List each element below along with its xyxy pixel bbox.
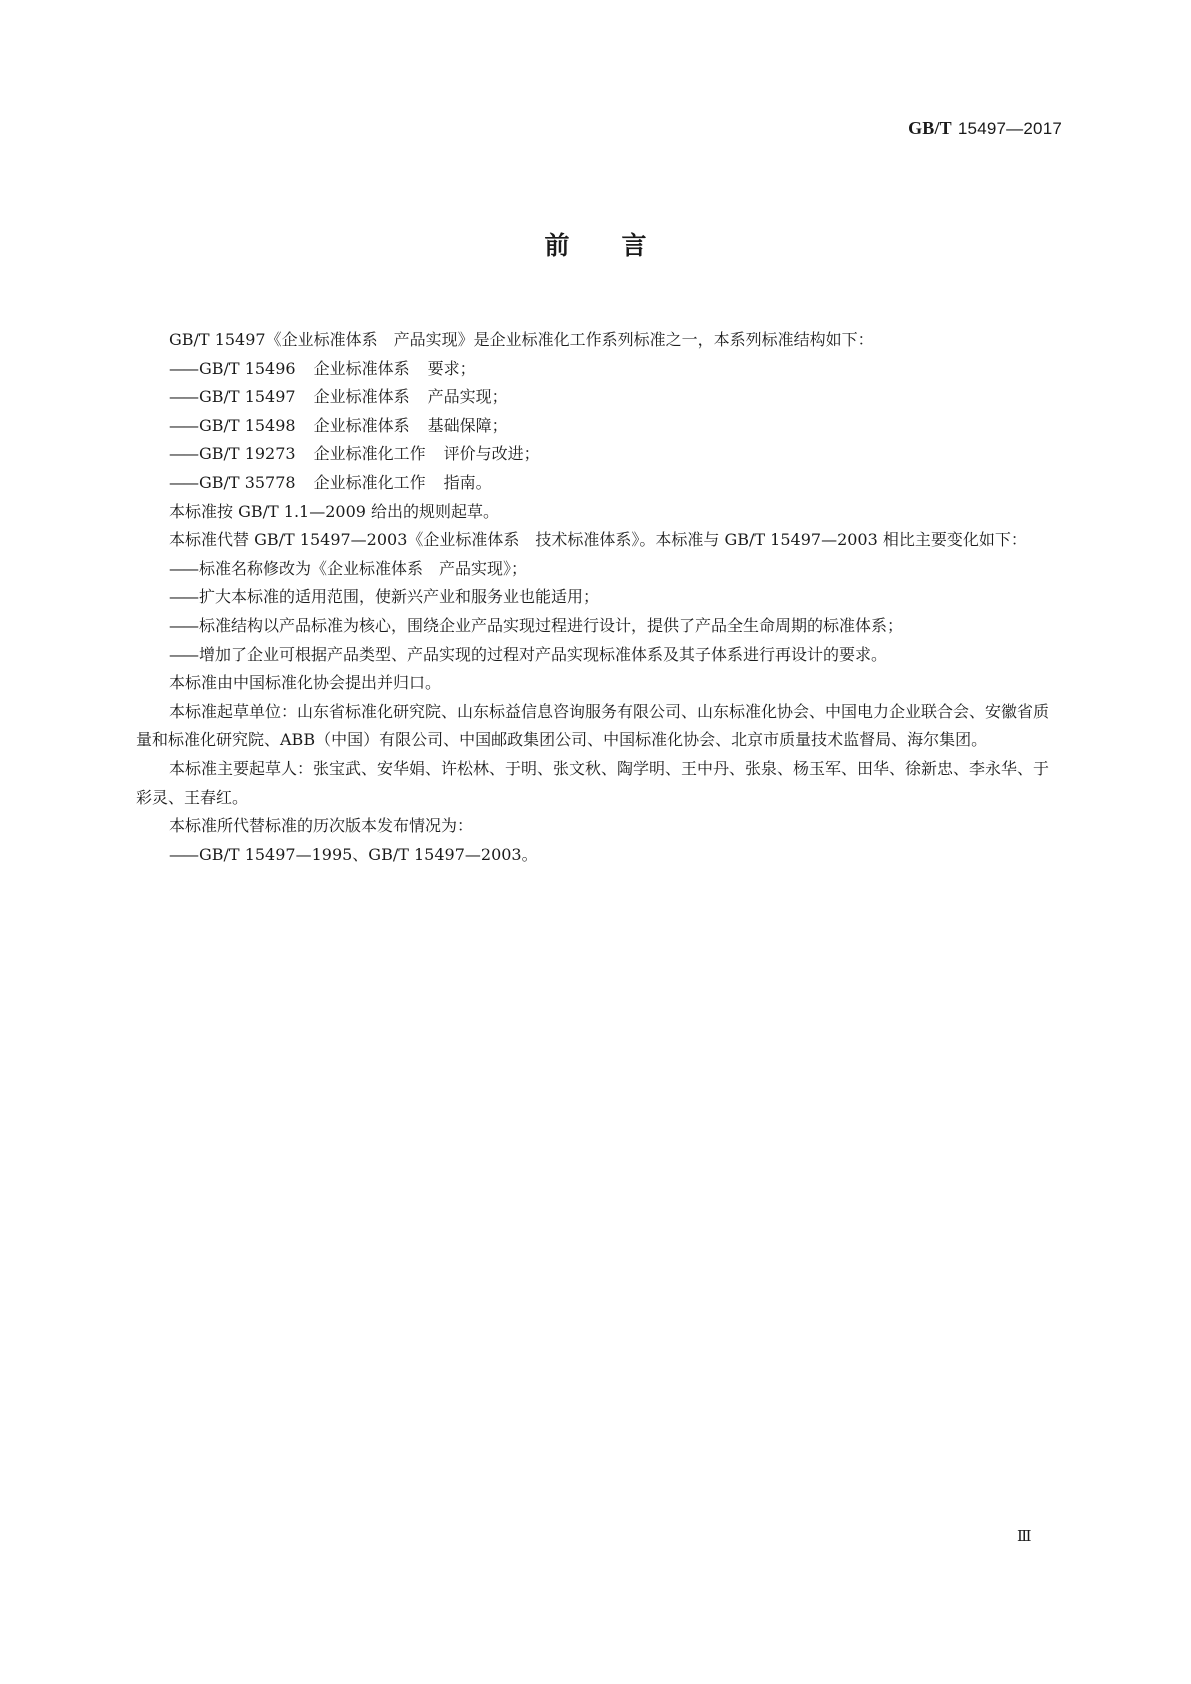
history-item: —— GB/T 15497—1995、GB/T 15497—2003。: [169, 844, 538, 864]
drafting-rule-paragraph: 本标准按 GB/T 1.1—2009 给出的规则起草。: [169, 501, 500, 521]
change-item: —— 标准名称修改为《企业标准体系 产品实现》；: [169, 558, 528, 578]
change-item: —— 扩大本标准的适用范围，使新兴产业和服务业也能适用；: [169, 587, 600, 607]
change-item: —— 增加了企业可根据产品类型、产品实现的过程对产品实现标准体系及其子体系进行再设计的要求。: [169, 644, 888, 664]
title-char-2: 言: [621, 231, 647, 260]
series-name: 企业标准体系: [313, 415, 410, 435]
series-item: —— GB/T 15496 企业标准体系 要求；: [169, 358, 476, 378]
series-name: 企业标准化工作: [313, 444, 426, 464]
standard-prefix: GB/T: [908, 118, 952, 138]
series-code: GB/T 15497: [199, 387, 296, 407]
series-code: GB/T 35778: [199, 472, 296, 492]
series-code: GB/T 19273: [199, 444, 296, 464]
series-part: 指南。: [443, 472, 492, 492]
page-number: Ⅲ: [1017, 1527, 1032, 1545]
intro-paragraph: GB/T 15497《企业标准体系 产品实现》是企业标准化工作系列标准之一，本系列标准结构如下：: [169, 330, 874, 349]
series-part: 评价与改进；: [443, 444, 540, 464]
series-name: 企业标准体系: [313, 358, 410, 378]
replacement-paragraph: 本标准代替 GB/T 15497—2003《企业标准体系 技术标准体系》。本标准与 GB/T 15497—2003 相比主要变化如下：: [169, 530, 1027, 550]
page-title: [0, 226, 1191, 262]
series-code: GB/T 15498: [199, 415, 296, 435]
series-item: —— GB/T 15498 企业标准体系 基础保障；: [169, 415, 508, 435]
series-item: —— GB/T 35778 企业标准化工作 指南。: [169, 472, 492, 492]
standard-header: [908, 118, 1062, 139]
proposed-by-paragraph: 本标准由中国标准化协会提出并归口。: [169, 673, 442, 693]
drafting-units-paragraph: 本标准起草单位：山东省标准化研究院、山东标益信息咨询服务有限公司、山东标准化协会、中国电力企业联合会、安徽省质量和标准化研究院、ABB（中国）有限公司、中国邮政集团公司、中国标准化协会、北京市质量技术监督局、海尔集团。: [136, 701, 1050, 750]
standard-number: 15497—2017: [957, 119, 1062, 138]
series-name: 企业标准体系: [313, 387, 410, 407]
foreword-body: [136, 326, 1056, 869]
drafters-paragraph: 本标准主要起草人：张宝武、安华娟、许松林、于明、张文秋、陶学明、王中丹、张泉、杨玉军、田华、徐新忠、李永华、于彩灵、王春红。: [136, 758, 1050, 807]
series-item: —— GB/T 19273 企业标准化工作 评价与改进；: [169, 444, 540, 464]
history-intro-paragraph: 本标准所代替标准的历次版本发布情况为：: [169, 816, 474, 836]
series-part: 产品实现；: [427, 387, 508, 407]
series-item: —— GB/T 15497 企业标准体系 产品实现；: [169, 387, 508, 407]
title-char-1: 前: [544, 231, 570, 260]
change-item: —— 标准结构以产品标准为核心，围绕企业产品实现过程进行设计，提供了产品全生命周期的标准体系；: [169, 615, 904, 635]
series-part: 要求；: [427, 358, 476, 378]
series-code: GB/T 15496: [199, 358, 296, 378]
series-part: 基础保障；: [427, 415, 508, 435]
series-name: 企业标准化工作: [313, 472, 426, 492]
